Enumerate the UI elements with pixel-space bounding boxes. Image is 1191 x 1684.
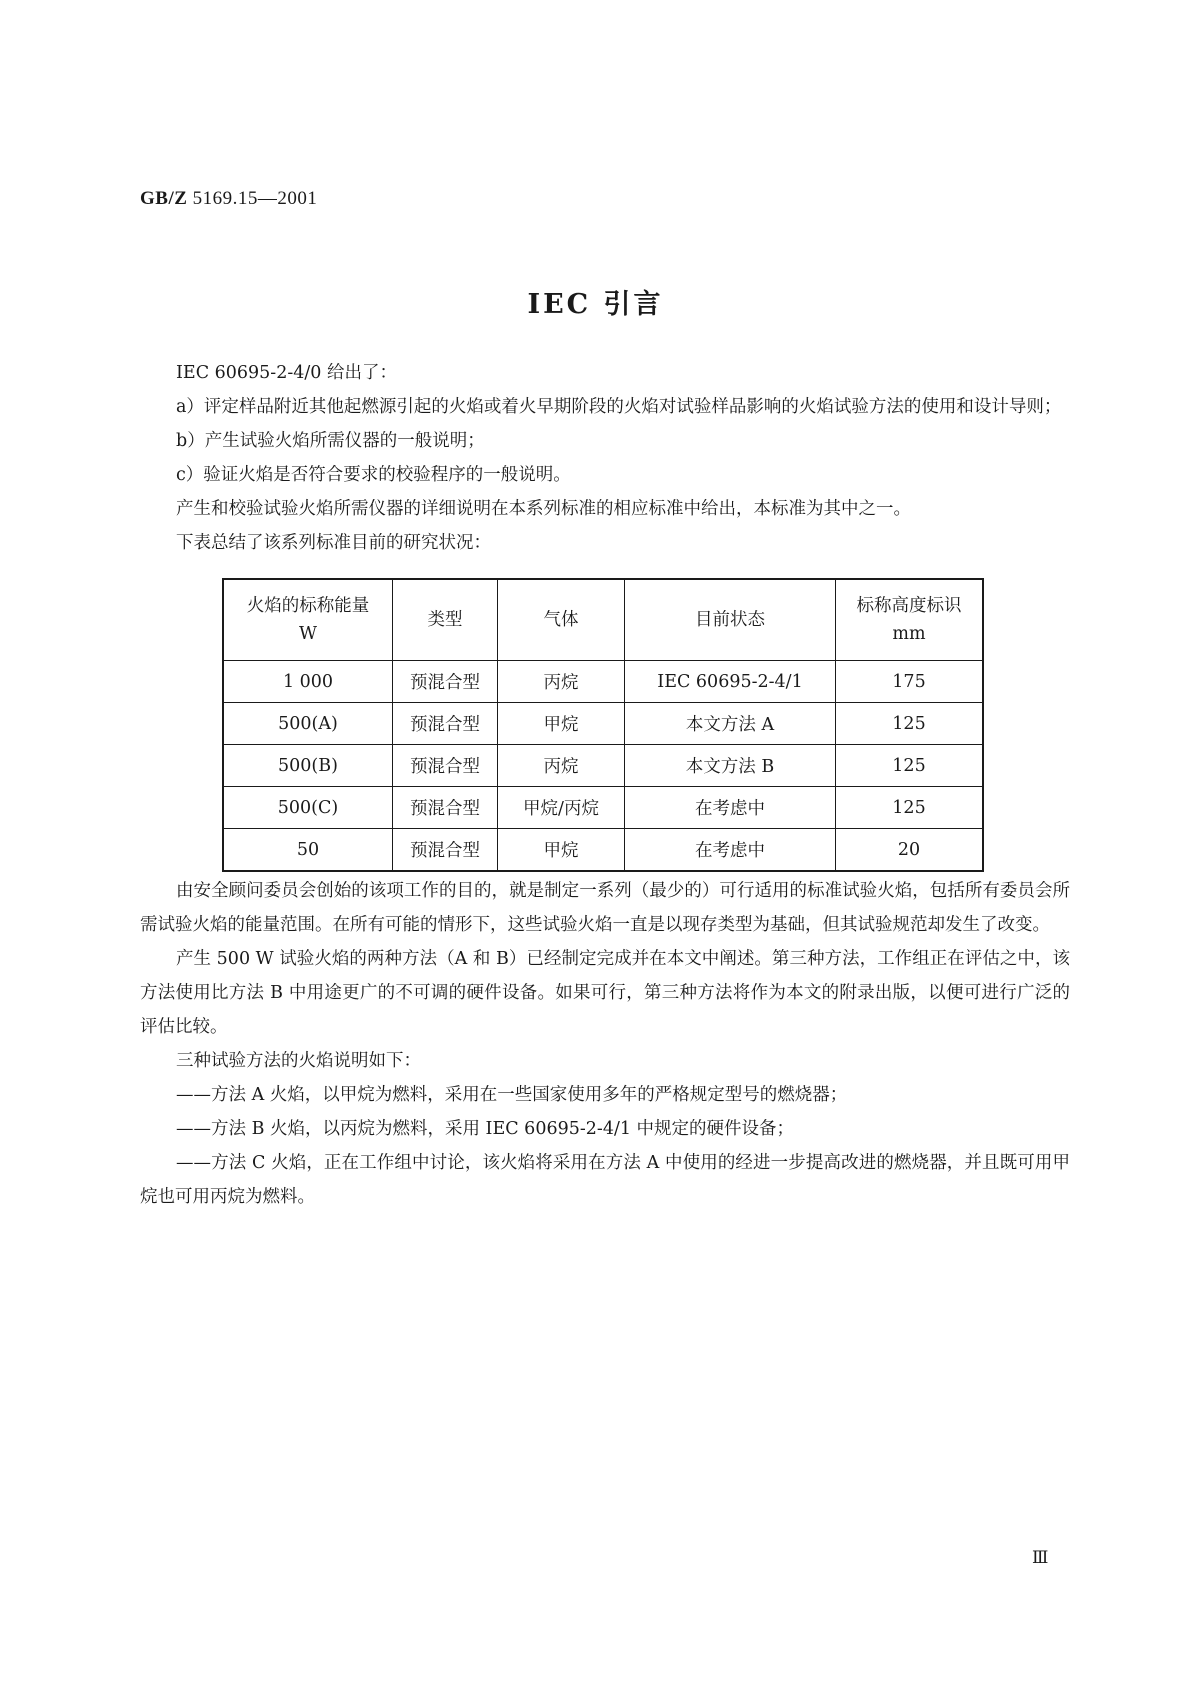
flame-table bbox=[222, 578, 984, 872]
standard-prefix: GB/Z bbox=[140, 188, 188, 209]
cell-status: IEC 60695-2-4/1 bbox=[625, 661, 836, 703]
cell-status: 在考虑中 bbox=[625, 787, 836, 829]
cell-height: 125 bbox=[836, 703, 984, 745]
cell-height: 125 bbox=[836, 745, 984, 787]
header-status: 目前状态 bbox=[625, 579, 836, 661]
page-number: Ⅲ bbox=[1032, 1548, 1049, 1568]
cell-energy: 500(C) bbox=[223, 787, 393, 829]
dash-item-method-a: ——方法 A 火焰，以甲烷为燃料，采用在一些国家使用多年的严格规定型号的燃烧器； bbox=[176, 1085, 848, 1105]
cell-type: 预混合型 bbox=[393, 787, 498, 829]
standard-number: 5169.15—2001 bbox=[192, 188, 318, 209]
intro-section bbox=[140, 356, 1070, 560]
header-height: 标称高度标识 mm bbox=[836, 579, 984, 661]
cell-gas: 丙烷 bbox=[498, 661, 625, 703]
cell-type: 预混合型 bbox=[393, 829, 498, 872]
cell-type: 预混合型 bbox=[393, 703, 498, 745]
table-row bbox=[223, 703, 983, 745]
cell-height: 125 bbox=[836, 787, 984, 829]
cell-energy: 500(B) bbox=[223, 745, 393, 787]
body-paragraph-flames: 三种试验方法的火焰说明如下： bbox=[176, 1051, 421, 1071]
flame-table-wrapper bbox=[222, 578, 984, 872]
intro-paragraph: 产生和校验试验火焰所需仪器的详细说明在本系列标准的相应标准中给出，本标准为其中之一。 bbox=[176, 499, 911, 519]
dash-item-method-c: ——方法 C 火焰，正在工作组中讨论，该火焰将采用在方法 A 中使用的经进一步提高改进的燃烧器，并且既可用甲烷也可用丙烷为燃料。 bbox=[140, 1153, 1070, 1207]
cell-energy: 1 000 bbox=[223, 661, 393, 703]
table-header-row bbox=[223, 579, 983, 661]
table-row bbox=[223, 745, 983, 787]
cell-status: 本文方法 B bbox=[625, 745, 836, 787]
table-row bbox=[223, 829, 983, 872]
intro-item-c: c）验证火焰是否符合要求的校验程序的一般说明。 bbox=[176, 465, 571, 485]
cell-gas: 甲烷 bbox=[498, 703, 625, 745]
table-row bbox=[223, 787, 983, 829]
table-row bbox=[223, 661, 983, 703]
cell-status: 本文方法 A bbox=[625, 703, 836, 745]
intro-item-a: a）评定样品附近其他起燃源引起的火焰或着火早期阶段的火焰对试验样品影响的火焰试验方法的使用和设计导则； bbox=[176, 397, 1062, 417]
body-section bbox=[140, 874, 1070, 1214]
cell-height: 175 bbox=[836, 661, 984, 703]
cell-height: 20 bbox=[836, 829, 984, 872]
header-gas: 气体 bbox=[498, 579, 625, 661]
cell-type: 预混合型 bbox=[393, 661, 498, 703]
dash-item-method-b: ——方法 B 火焰，以丙烷为燃料，采用 IEC 60695-2-4/1 中规定的硬件设备； bbox=[176, 1119, 795, 1139]
cell-energy: 500(A) bbox=[223, 703, 393, 745]
header-energy: 火焰的标称能量 W bbox=[223, 579, 393, 661]
cell-status: 在考虑中 bbox=[625, 829, 836, 872]
cell-gas: 甲烷 bbox=[498, 829, 625, 872]
standard-code bbox=[140, 188, 317, 210]
page-title: IEC 引言 bbox=[527, 289, 664, 320]
intro-item-b: b）产生试验火焰所需仪器的一般说明； bbox=[176, 431, 485, 451]
table-lead: 下表总结了该系列标准目前的研究状况： bbox=[176, 533, 491, 553]
intro-lead: IEC 60695-2-4/0 给出了： bbox=[176, 363, 397, 383]
cell-type: 预混合型 bbox=[393, 745, 498, 787]
cell-energy: 50 bbox=[223, 829, 393, 872]
cell-gas: 丙烷 bbox=[498, 745, 625, 787]
cell-gas: 甲烷/丙烷 bbox=[498, 787, 625, 829]
body-paragraph-purpose: 由安全顾问委员会创始的该项工作的目的，就是制定一系列（最少的）可行适用的标准试验火焰，包括所有委员会所需试验火焰的能量范围。在所有可能的情形下，这些试验火焰一直是以现存类型为基础，但其试验规范却发生了改变。 bbox=[140, 881, 1070, 935]
header-type: 类型 bbox=[393, 579, 498, 661]
body-paragraph-methods: 产生 500 W 试验火焰的两种方法（A 和 B）已经制定完成并在本文中阐述。第三种方法，工作组正在评估之中，该方法使用比方法 B 中用途更广的不可调的硬件设备。如果可行，第三种方法将作为本文的附录出版，以便可进行广泛的评估比较。 bbox=[140, 949, 1070, 1037]
